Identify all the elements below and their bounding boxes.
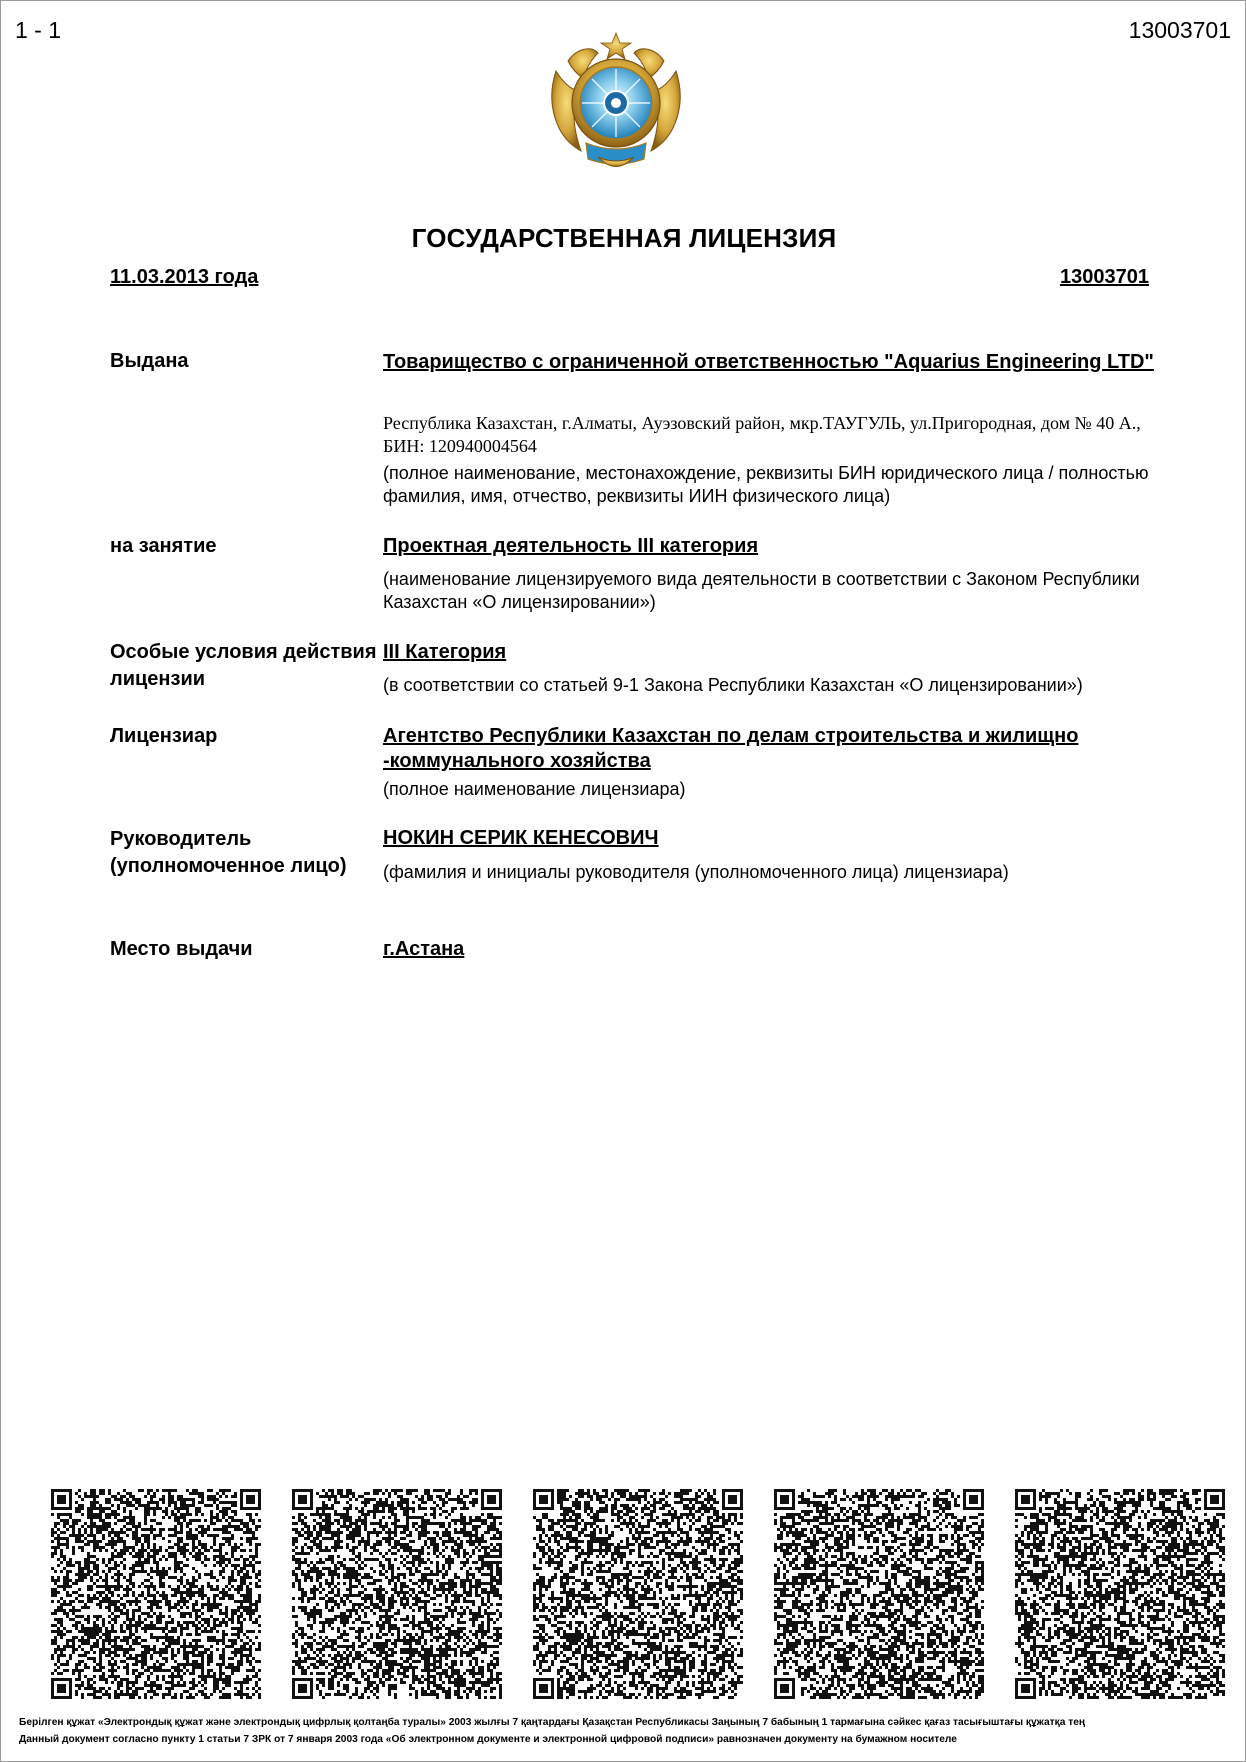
conditions-note: (в соответствии со статьей 9-1 Закона Республики Казахстан «О лицензировании») <box>383 675 1083 695</box>
place-value: г.Астана <box>383 938 465 960</box>
issue-date: 11.03.2013 года <box>110 266 259 288</box>
licensor-label: Лицензиар <box>110 725 218 747</box>
issued-to-address: Республика Казахстан, г.Алматы, Ауэзовский район, мкр.ТАУГУЛЬ, ул.Пригородная, дом № 40 А., БИН: 120940004564 <box>383 413 1141 456</box>
issued-to-label: Выдана <box>110 350 189 372</box>
conditions-label: Особые условия действия лицензии <box>110 641 377 690</box>
head-note: (фамилия и инициалы руководителя (уполномоченного лица) лицензиара) <box>383 862 1009 882</box>
issued-to-note: (полное наименование, местонахождение, реквизиты БИН юридического лица / полностью фамилия, имя, отчество, реквизиты ИИН физического лица) <box>383 463 1149 506</box>
barcode-row <box>51 1489 1226 1701</box>
conditions-value: III Категория <box>383 641 507 663</box>
2d-barcode-icon <box>533 1489 743 1699</box>
2d-barcode-icon <box>774 1489 984 1699</box>
2d-barcode-icon <box>51 1489 261 1699</box>
kazakhstan-state-emblem-icon <box>546 31 686 176</box>
activity-value: Проектная деятельность III категория <box>383 535 759 557</box>
licensor-note: (полное наименование лицензиара) <box>383 779 686 799</box>
license-number: 13003701 <box>1060 266 1149 288</box>
activity-label: на занятие <box>110 535 217 557</box>
licensor-value: Агентство Республики Казахстан по делам строительства и жилищно -коммунального хозяйства <box>383 725 1079 772</box>
issued-to-value: Товарищество с ограниченной ответственностью "Aquarius Engineering LTD" <box>383 351 1154 373</box>
place-label: Место выдачи <box>110 938 253 960</box>
page-counter: 1 - 1 <box>15 17 62 43</box>
document-title: ГОСУДАРСТВЕННАЯ ЛИЦЕНЗИЯ <box>411 223 837 253</box>
head-label: Руководитель (уполномоченное лицо) <box>110 828 347 877</box>
document-number: 13003701 <box>1128 17 1231 43</box>
2d-barcode-icon <box>1015 1489 1225 1699</box>
head-value: НОКИН СЕРИК КЕНЕСОВИЧ <box>383 827 659 849</box>
2d-barcode-icon <box>292 1489 502 1699</box>
footer-russian: Данный документ согласно пункту 1 статьи 7 ЗРК от 7 января 2003 года «Об электронном документе и электронной цифровой подписи» равнозначен документу на бумажном носителе <box>19 1734 957 1745</box>
activity-note: (наименование лицензируемого вида деятельности в соответствии с Законом Республики Казахстан «О лицензировании») <box>383 569 1140 612</box>
footer-kazakh: Берілген құжат «Электрондық құжат және электрондық цифрлық қолтаңба туралы» 2003 жылғы 7 қаңтардағы Қазақстан Республикасы Заңының 7 бабының 1 тармағына сәйкес қағаз тасығыштағы құжатқа тең <box>19 1717 1086 1728</box>
